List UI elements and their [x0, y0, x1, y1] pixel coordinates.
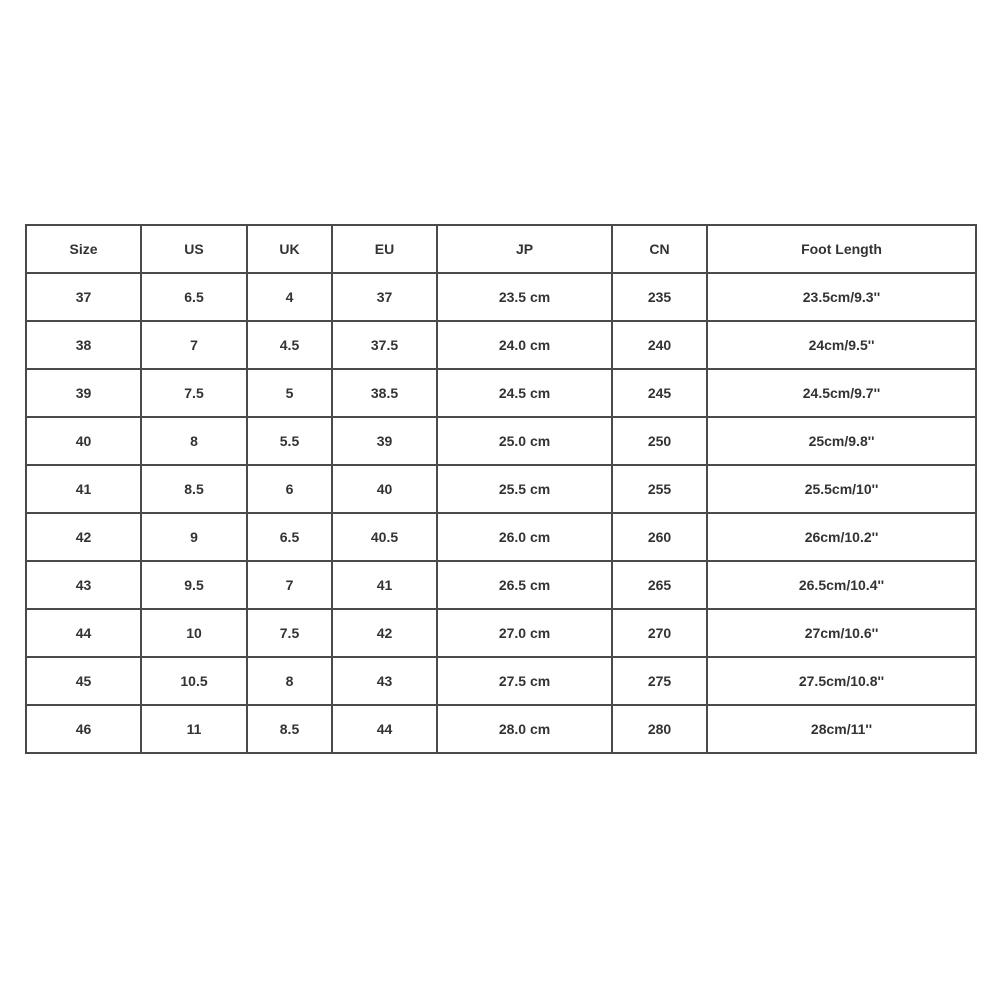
cell-uk: 6: [247, 465, 332, 513]
header-size: Size: [26, 225, 141, 273]
header-foot-length: Foot Length: [707, 225, 976, 273]
cell-size: 41: [26, 465, 141, 513]
cell-us: 6.5: [141, 273, 247, 321]
header-cn: CN: [612, 225, 707, 273]
cell-foot-length: 25cm/9.8'': [707, 417, 976, 465]
cell-jp: 25.0 cm: [437, 417, 612, 465]
cell-foot-length: 24cm/9.5'': [707, 321, 976, 369]
cell-uk: 5.5: [247, 417, 332, 465]
cell-us: 10.5: [141, 657, 247, 705]
header-us: US: [141, 225, 247, 273]
table-row: [26, 465, 976, 513]
table-row: [26, 273, 976, 321]
cell-eu: 40: [332, 465, 437, 513]
cell-foot-length: 28cm/11'': [707, 705, 976, 753]
cell-eu: 40.5: [332, 513, 437, 561]
cell-uk: 5: [247, 369, 332, 417]
cell-uk: 4.5: [247, 321, 332, 369]
cell-jp: 23.5 cm: [437, 273, 612, 321]
header-row: [26, 225, 976, 273]
table-row: [26, 705, 976, 753]
header-eu: EU: [332, 225, 437, 273]
cell-size: 46: [26, 705, 141, 753]
cell-size: 38: [26, 321, 141, 369]
table-row: [26, 321, 976, 369]
cell-size: 42: [26, 513, 141, 561]
cell-cn: 270: [612, 609, 707, 657]
table-row: [26, 657, 976, 705]
cell-jp: 26.0 cm: [437, 513, 612, 561]
cell-size: 44: [26, 609, 141, 657]
cell-us: 8: [141, 417, 247, 465]
cell-size: 45: [26, 657, 141, 705]
header-jp: JP: [437, 225, 612, 273]
cell-cn: 265: [612, 561, 707, 609]
cell-uk: 8.5: [247, 705, 332, 753]
cell-eu: 38.5: [332, 369, 437, 417]
cell-foot-length: 27cm/10.6'': [707, 609, 976, 657]
cell-foot-length: 26.5cm/10.4'': [707, 561, 976, 609]
cell-size: 39: [26, 369, 141, 417]
cell-eu: 44: [332, 705, 437, 753]
cell-cn: 260: [612, 513, 707, 561]
cell-uk: 8: [247, 657, 332, 705]
cell-cn: 250: [612, 417, 707, 465]
cell-foot-length: 26cm/10.2'': [707, 513, 976, 561]
table-header: [26, 225, 976, 273]
cell-jp: 25.5 cm: [437, 465, 612, 513]
cell-foot-length: 24.5cm/9.7'': [707, 369, 976, 417]
cell-cn: 235: [612, 273, 707, 321]
cell-eu: 37: [332, 273, 437, 321]
cell-us: 9: [141, 513, 247, 561]
cell-size: 43: [26, 561, 141, 609]
cell-cn: 275: [612, 657, 707, 705]
cell-jp: 24.0 cm: [437, 321, 612, 369]
cell-eu: 39: [332, 417, 437, 465]
cell-eu: 37.5: [332, 321, 437, 369]
cell-size: 40: [26, 417, 141, 465]
cell-uk: 4: [247, 273, 332, 321]
cell-jp: 27.0 cm: [437, 609, 612, 657]
cell-eu: 42: [332, 609, 437, 657]
cell-us: 10: [141, 609, 247, 657]
cell-foot-length: 27.5cm/10.8'': [707, 657, 976, 705]
cell-foot-length: 25.5cm/10'': [707, 465, 976, 513]
table-row: [26, 369, 976, 417]
cell-us: 9.5: [141, 561, 247, 609]
table-body: [26, 273, 976, 753]
cell-eu: 43: [332, 657, 437, 705]
cell-cn: 240: [612, 321, 707, 369]
cell-us: 11: [141, 705, 247, 753]
cell-us: 7.5: [141, 369, 247, 417]
cell-jp: 24.5 cm: [437, 369, 612, 417]
header-uk: UK: [247, 225, 332, 273]
cell-us: 7: [141, 321, 247, 369]
cell-size: 37: [26, 273, 141, 321]
cell-jp: 27.5 cm: [437, 657, 612, 705]
cell-cn: 245: [612, 369, 707, 417]
cell-uk: 6.5: [247, 513, 332, 561]
cell-uk: 7.5: [247, 609, 332, 657]
table-row: [26, 561, 976, 609]
cell-us: 8.5: [141, 465, 247, 513]
cell-uk: 7: [247, 561, 332, 609]
cell-jp: 28.0 cm: [437, 705, 612, 753]
table-row: [26, 417, 976, 465]
cell-cn: 280: [612, 705, 707, 753]
cell-jp: 26.5 cm: [437, 561, 612, 609]
table-row: [26, 513, 976, 561]
table-row: [26, 609, 976, 657]
size-chart-table: [25, 224, 977, 754]
cell-eu: 41: [332, 561, 437, 609]
cell-foot-length: 23.5cm/9.3'': [707, 273, 976, 321]
cell-cn: 255: [612, 465, 707, 513]
